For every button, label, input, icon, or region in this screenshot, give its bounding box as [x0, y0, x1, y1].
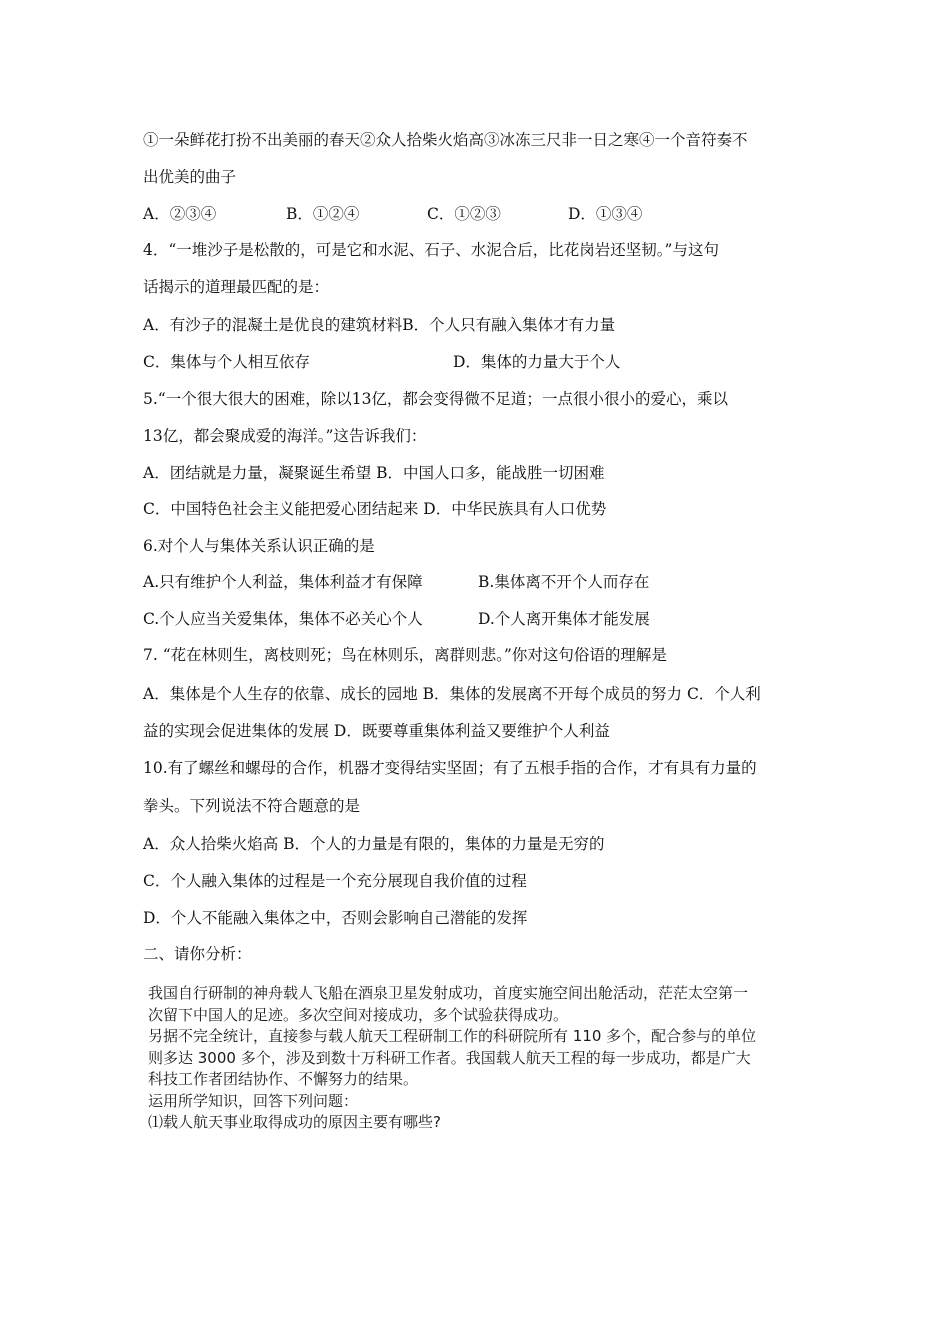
excerpt-line: 运用所学知识，回答下列问题：: [148, 1091, 359, 1110]
q5-stem-line2: 13亿，都会聚成爱的海洋。”这告诉我们：: [143, 427, 427, 445]
q10-stem-line1: 10.有了螺丝和螺母的合作，机器才变得结实坚固；有了五根手指的合作，才有具有力量的: [143, 759, 757, 777]
excerpt-line: 则多达 3000 多个，涉及到数十万科研工作者。我国载人航天工程的每一步成功，都是广大: [148, 1048, 751, 1067]
q4-option-d: D．集体的力量大于个人: [453, 353, 621, 371]
q5-stem-line1: 5.“一个很大很大的困难，除以13亿，都会变得微不足道；一点很小很小的爱心，乘以: [143, 390, 728, 408]
q3-statements-line2: 出优美的曲子: [143, 168, 237, 186]
q5-options-ab: A．团结就是力量，凝聚诞生希望 B．中国人口多，能战胜一切困难: [143, 464, 605, 482]
q3-option-c: C．①②③: [427, 205, 501, 223]
q10-option-d: D．个人不能融入集体之中，否则会影响自己潜能的发挥: [143, 909, 528, 927]
excerpt-line: 另据不完全统计，直接参与载人航天工程研制工作的科研院所有 110 多个，配合参与的单位: [148, 1027, 757, 1045]
q7-options-line1: A．集体是个人生存的依靠、成长的园地 B．集体的发展离不开每个成员的努力 C．个人利: [143, 685, 761, 703]
q3-option-b: B．①②④: [286, 205, 360, 223]
q3-option-d: D．①③④: [568, 205, 643, 223]
q6-option-d: D.个人离开集体才能发展: [478, 610, 650, 628]
q10-stem-line2: 拳头。下列说法不符合题意的是: [143, 797, 361, 815]
q4-option-c: C．集体与个人相互依存: [143, 353, 310, 371]
q4-stem-line2: 话揭示的道理最匹配的是：: [143, 278, 330, 296]
q10-option-c: C．个人融入集体的过程是一个充分展现自我价值的过程: [143, 872, 527, 890]
q6-option-b: B.集体离不开个人而存在: [478, 573, 650, 591]
excerpt-line: 我国自行研制的神舟载人飞船在酒泉卫星发射成功，首度实施空间出舱活动，茫茫太空第一: [148, 984, 749, 1002]
q10-options-ab: A．众人拾柴火焰高 B．个人的力量是有限的，集体的力量是无穷的: [143, 835, 605, 853]
q6-option-c: C.个人应当关爱集体，集体不必关心个人: [143, 610, 423, 628]
q3-statements-line1: ①一朵鲜花打扮不出美丽的春天②众人拾柴火焰高③冰冻三尺非一日之寒④一个音符奏不: [143, 131, 748, 149]
excerpt-question: ⑴载人航天事业取得成功的原因主要有哪些?: [148, 1113, 441, 1131]
section-two-heading: 二、请你分析：: [143, 945, 252, 963]
q6-option-a: A.只有维护个人利益，集体利益才有保障: [143, 573, 423, 591]
q3-options: [143, 204, 783, 224]
q7-stem: 7. “花在林则生，离枝则死；鸟在林则乐，离群则悲。”你对这句俗语的理解是: [143, 646, 667, 664]
q3-option-a: A．②③④: [143, 205, 217, 223]
q5-options-cd: C．中国特色社会主义能把爱心团结起来 D．中华民族具有人口优势: [143, 500, 607, 518]
q6-stem: 6.对个人与集体关系认识正确的是: [143, 537, 375, 555]
analysis-excerpt-image: [148, 983, 808, 1134]
q4-options-ab: A．有沙子的混凝土是优良的建筑材料B．个人只有融入集体才有力量: [143, 316, 616, 334]
excerpt-line: 次留下中国人的足迹。多次空间对接成功，多个试验获得成功。: [148, 1005, 569, 1024]
q4-stem-line1: 4．“一堆沙子是松散的，可是它和水泥、石子、水泥合后，比花岗岩还坚韧。”与这句: [143, 241, 719, 259]
excerpt-line: 科技工作者团结协作、不懈努力的结果。: [148, 1070, 419, 1088]
q7-options-line2: 益的实现会促进集体的发展 D．既要尊重集体利益又要维护个人利益: [143, 722, 610, 740]
